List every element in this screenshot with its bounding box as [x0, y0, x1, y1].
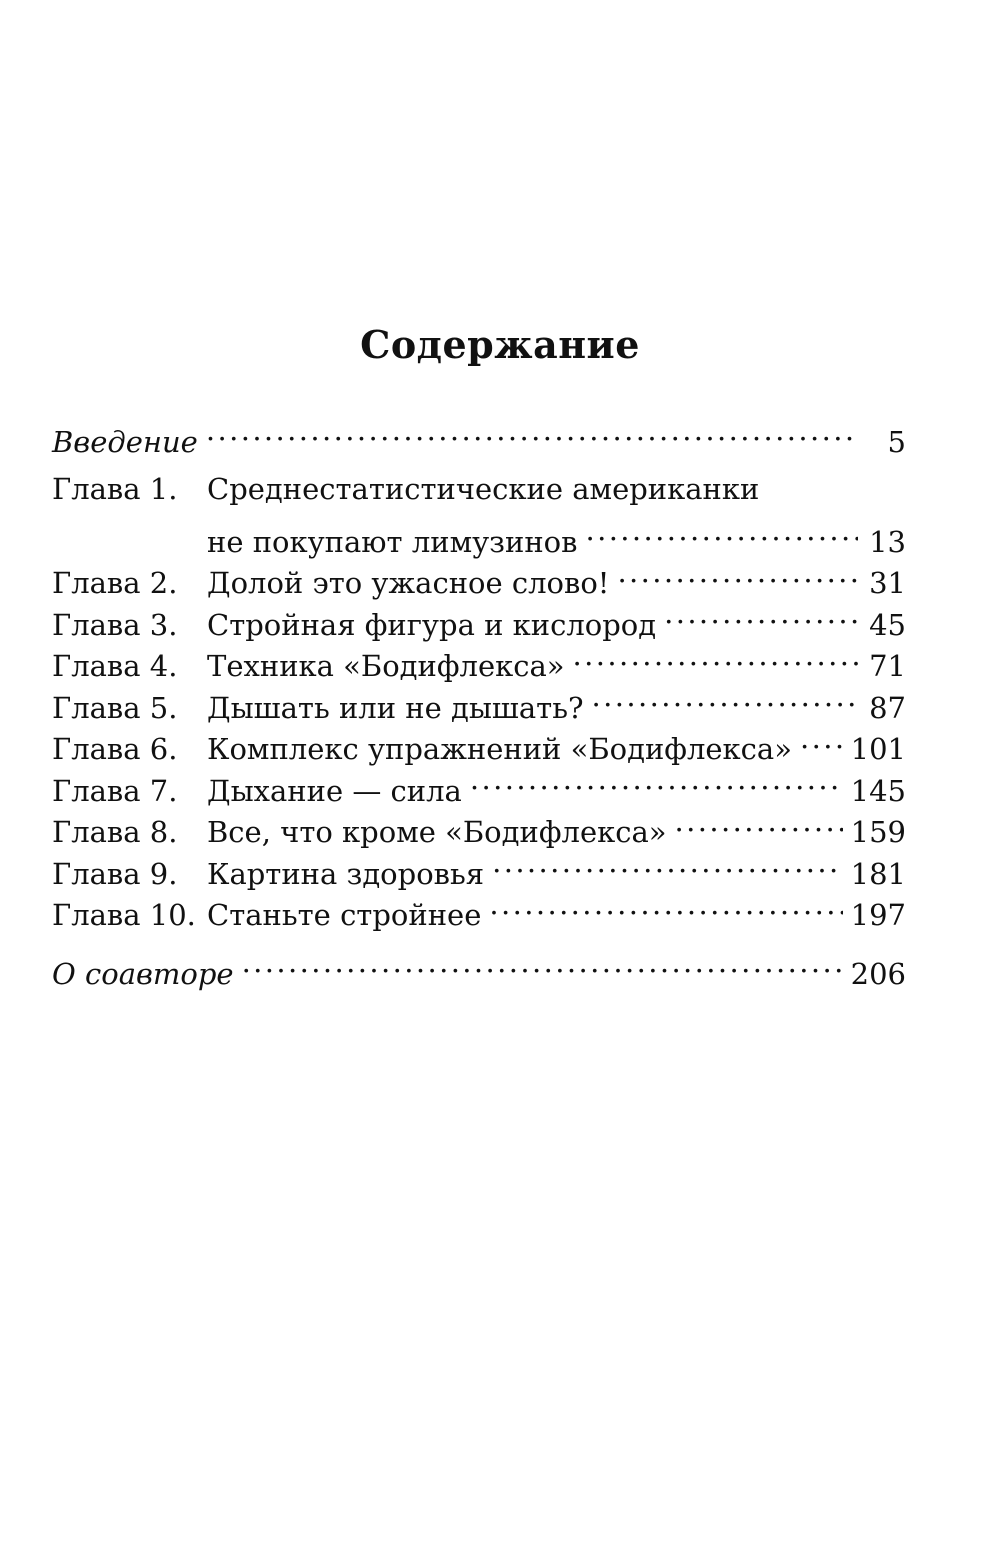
- dot-leader: [206, 410, 858, 452]
- toc-page-number: 145: [850, 773, 906, 808]
- toc-entry-text: Все, что кроме «Бодифлекса»: [207, 815, 667, 849]
- dot-leader: [242, 942, 843, 984]
- dot-leader: [800, 718, 843, 760]
- toc-entry-text: Дыхание — сила: [207, 773, 462, 808]
- toc-page-number: 181: [850, 856, 906, 891]
- toc-entry-coauthor[interactable]: [52, 942, 906, 991]
- toc-page-number: 71: [869, 649, 906, 683]
- chapter-label: Глава 5.: [52, 690, 178, 725]
- toc-page-number: 45: [869, 607, 906, 642]
- dot-leader: [617, 552, 858, 594]
- toc-page-number: 206: [850, 956, 906, 991]
- toc-entry-text: О соавторе: [52, 956, 234, 991]
- toc-entry-text: Техника «Бодифлекса»: [207, 649, 565, 683]
- toc-entry-text: Дышать или не дышать?: [207, 690, 584, 725]
- chapter-label: Глава 10.: [52, 898, 196, 932]
- dot-leader: [492, 842, 843, 884]
- toc-page-number: 197: [850, 898, 906, 932]
- chapter-label: Глава 3.: [52, 607, 178, 642]
- chapter-label: Глава 6.: [52, 732, 178, 766]
- toc-entry-text: Комплекс упражнений «Бодифлекса»: [207, 732, 792, 766]
- toc-page-number: 13: [869, 524, 906, 559]
- toc-page-number: 5: [887, 424, 906, 459]
- toc-entry-chapter-1-continued[interactable]: [52, 510, 906, 559]
- chapter-label: Глава 7.: [52, 773, 178, 808]
- dot-leader: [489, 884, 842, 926]
- toc-page-number: 101: [850, 732, 906, 766]
- dot-leader: [470, 759, 843, 801]
- chapter-label: Глава 2.: [52, 566, 178, 600]
- dot-leader: [592, 676, 858, 718]
- page-title: Содержание: [360, 322, 640, 367]
- toc-entry-text: не покупают лимузинов: [207, 524, 578, 559]
- dot-leader: [664, 593, 858, 635]
- toc-entry-chapter-1[interactable]: [52, 469, 906, 511]
- chapter-label: Глава 8.: [52, 815, 178, 849]
- toc-entry-text: Введение: [52, 424, 198, 459]
- toc-entry-intro[interactable]: [52, 410, 906, 459]
- chapter-label: Глава 9.: [52, 856, 178, 891]
- chapter-label: Глава 4.: [52, 649, 178, 683]
- toc-page-number: 159: [850, 815, 906, 849]
- toc-entry-text: Станьте стройнее: [207, 898, 482, 932]
- toc-page-number: 31: [869, 566, 906, 600]
- toc-entry-text: Долой это ужасное слово!: [207, 566, 610, 600]
- toc-page-number: 87: [869, 690, 906, 725]
- dot-leader: [585, 510, 858, 552]
- dot-leader: [573, 635, 858, 677]
- chapter-label: Глава 1.: [52, 471, 178, 506]
- toc-entry-text: Среднестатистические американки: [207, 471, 760, 506]
- toc-entry-text: Картина здоровья: [207, 856, 485, 891]
- toc-entry-text: Стройная фигура и кислород: [207, 607, 657, 642]
- table-of-contents: [52, 410, 906, 991]
- dot-leader: [675, 801, 843, 843]
